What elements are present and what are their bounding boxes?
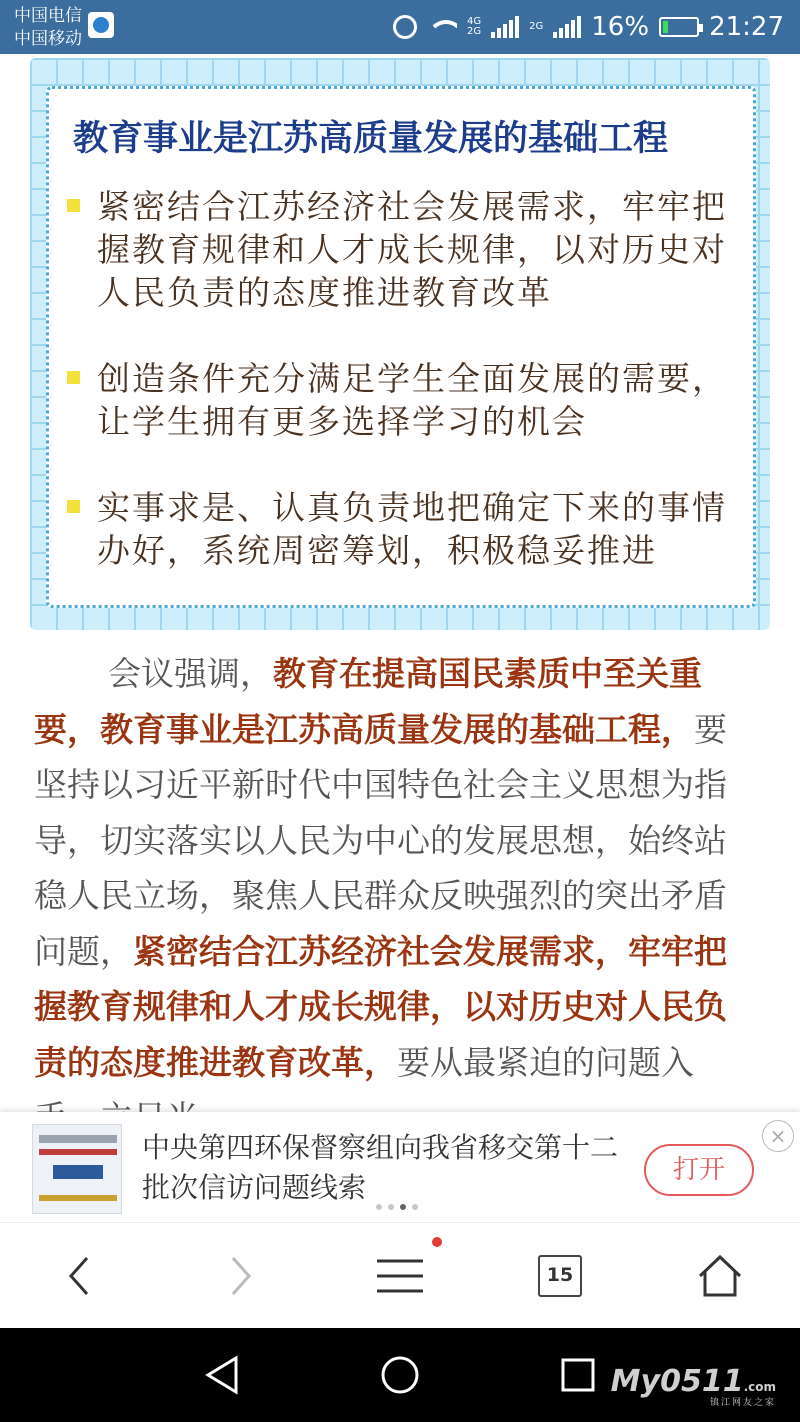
square-recents-icon — [560, 1357, 596, 1393]
menu-icon — [375, 1256, 425, 1296]
android-navigation-bar — [0, 1328, 800, 1422]
signal-icon — [491, 16, 519, 38]
news-ad-banner[interactable] — [0, 1112, 800, 1222]
circle-home-icon — [380, 1355, 420, 1395]
chevron-left-icon — [65, 1254, 95, 1298]
infographic-bullet-3: 实事求是、认真负责地把确定下来的事情办好，系统周密筹划，积极稳妥推进 — [67, 486, 747, 572]
infographic-bullet-2: 创造条件充分满足学生全面发展的需要，让学生拥有更多选择学习的机会 — [67, 357, 747, 443]
article-highlight: 紧密结合江苏经济社会发展需求，牢牢把握教育规律和人才成长规律，以对历史对人民负责的态度推进教育改革， — [34, 931, 727, 1082]
browser-toolbar — [0, 1222, 800, 1328]
infographic-title: 教育事业是江苏高质量发展的基础工程 — [73, 119, 669, 159]
system-home-button[interactable] — [360, 1328, 440, 1422]
ad-thumbnail[interactable] — [32, 1124, 122, 1214]
clock: 21:27 — [709, 12, 784, 42]
tabs-button[interactable] — [520, 1223, 600, 1329]
forward-button[interactable] — [200, 1223, 280, 1329]
open-button[interactable]: 打开 — [644, 1144, 754, 1196]
triangle-back-icon — [204, 1355, 240, 1395]
home-button[interactable] — [680, 1223, 760, 1329]
network-type-1: 4G 2G — [467, 16, 482, 37]
status-indicators — [393, 0, 784, 54]
wifi-icon — [427, 16, 457, 38]
signal-icon-2 — [553, 16, 581, 38]
menu-button[interactable] — [360, 1223, 440, 1329]
article-text: 会议强调， — [108, 654, 273, 693]
article-highlight: 教育在提高国民素质中至关重要，教育事业是江苏高质量发展的基础工程， — [34, 654, 702, 749]
site-watermark: My0511.com 镇江网友之家 — [610, 1364, 776, 1408]
bullet-square-icon — [67, 500, 80, 513]
carrier-2: 中国移动 — [14, 29, 82, 49]
close-icon[interactable]: × — [762, 1120, 794, 1152]
article-paragraph — [34, 646, 748, 1146]
alarm-icon — [393, 15, 417, 39]
tab-count: 15 — [538, 1255, 582, 1297]
article-text: 要从最紧迫的问题入 — [397, 1042, 694, 1082]
system-recents-button[interactable] — [538, 1328, 618, 1422]
article-text: 要坚持以习近平新时代中国特色社会主义思想为指导，切实落实以人民为中心的发展思想，始终站稳人民立场，聚焦人民群众反映强烈的突出矛盾问题， — [34, 709, 727, 971]
battery-percent: 16% — [591, 12, 650, 42]
carrier-1: 中国电信 — [14, 6, 82, 26]
system-back-button[interactable] — [182, 1328, 262, 1422]
infographic-image — [30, 58, 770, 630]
bullet-square-icon — [67, 371, 80, 384]
carousel-dots — [376, 1204, 418, 1210]
bullet-square-icon — [67, 199, 80, 212]
infographic-panel — [46, 86, 756, 608]
notification-dot — [432, 1237, 442, 1247]
back-button[interactable] — [40, 1223, 120, 1329]
status-bar — [0, 0, 800, 54]
app-notification-icon — [88, 12, 114, 38]
network-type-2: 2G — [529, 21, 544, 32]
chevron-right-icon — [225, 1254, 255, 1298]
infographic-bullet-1: 紧密结合江苏经济社会发展需求，牢牢把握教育规律和人才成长规律，以对历史对人民负责的态度推进教育改革 — [67, 185, 747, 314]
battery-icon — [659, 17, 699, 37]
home-icon — [697, 1254, 743, 1298]
ad-title[interactable]: 中央第四环保督察组向我省移交第十二批次信访问题线索 — [142, 1131, 619, 1204]
